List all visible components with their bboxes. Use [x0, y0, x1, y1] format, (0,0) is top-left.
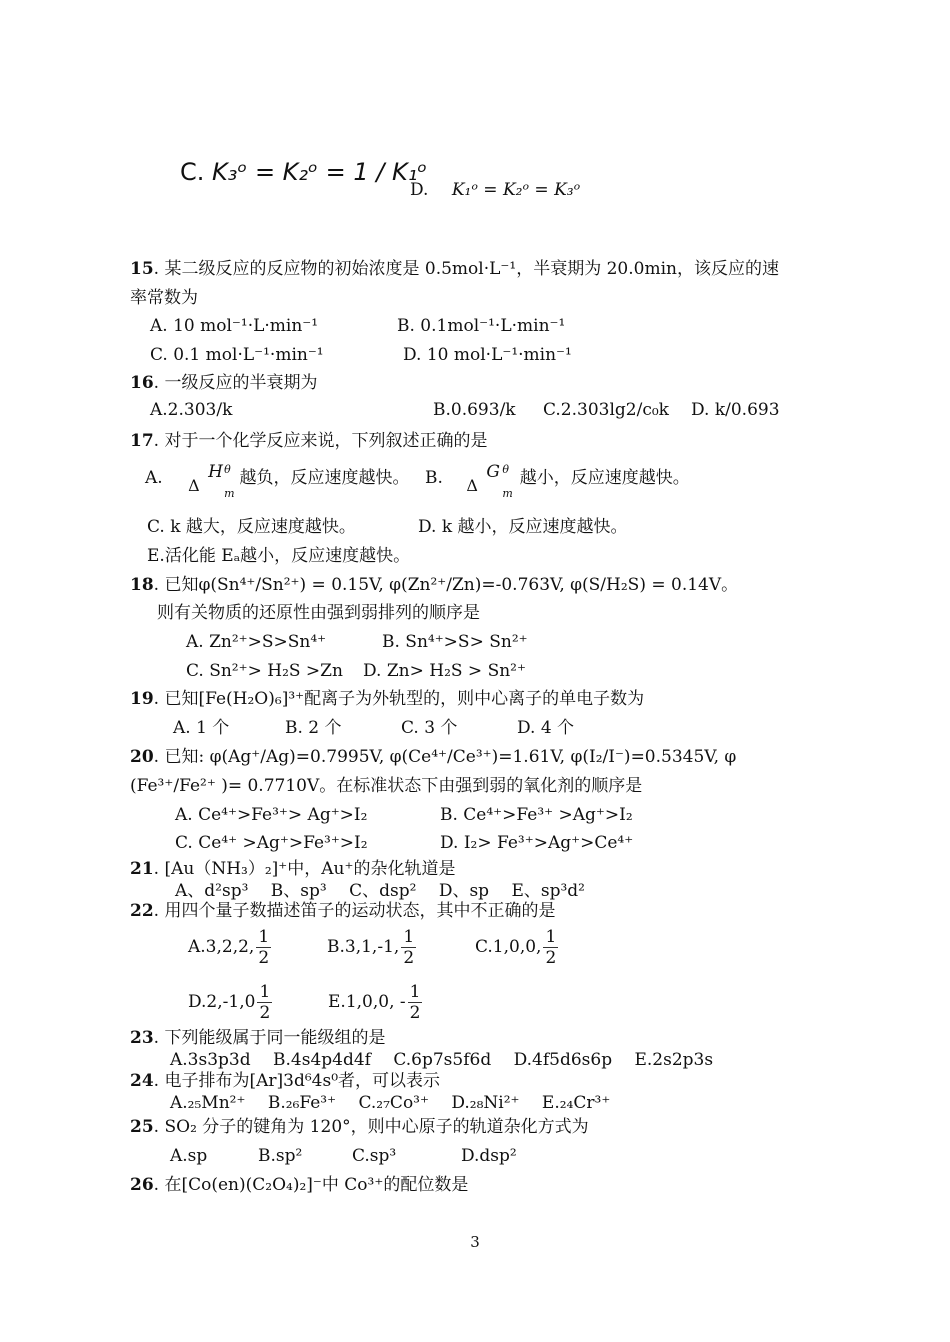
- q22-option-d: [188, 980, 274, 1024]
- q17-option-e: E.活化能 Eₐ越小，反应速度越快。: [147, 546, 411, 566]
- q20-option-d: D. I₂> Fe³⁺>Ag⁺>Ce⁴⁺: [440, 833, 634, 853]
- q24-options: A.₂₅Mn²⁺ B.₂₆Fe³⁺ C.₂₇Co³⁺ D.₂₈Ni²⁺ E.₂₄Cr³⁺: [170, 1093, 611, 1113]
- q16-number: 16: [130, 373, 154, 393]
- q17-option-a: [145, 461, 410, 500]
- delta-g-symbol: Δ G θ m: [466, 462, 513, 500]
- q18-option-d: D. Zn> H₂S > Sn²⁺: [363, 661, 526, 681]
- fraction-half: $\frac{1}{2}$: [409, 982, 421, 1023]
- q24-text: . 电子排布为[Ar]3d⁶4s⁰者，可以表示: [153, 1071, 441, 1091]
- q26-stem: [130, 1174, 468, 1196]
- q15-number: 15: [130, 259, 154, 279]
- q25-option-d: D.dsp²: [461, 1146, 517, 1166]
- fraction-half: $\frac{1}{2}$: [259, 982, 271, 1023]
- q17-option-b-text: 越小，反应速度越快。: [519, 468, 690, 488]
- q19-option-a: A. 1 个: [173, 718, 230, 738]
- q25-text: . SO₂ 分子的键角为 120°，则中心原子的轨道杂化方式为: [153, 1117, 589, 1137]
- q20-option-b: B. Ce⁴⁺>Fe³⁺ >Ag⁺>I₂: [440, 805, 633, 825]
- page-number: 3: [470, 1233, 480, 1251]
- q17-option-a-label: A.: [145, 468, 163, 488]
- q18-option-b: B. Sn⁴⁺>S> Sn²⁺: [382, 632, 528, 652]
- q17-stem: [130, 430, 487, 452]
- q19-stem: [130, 688, 644, 710]
- q24-number: 24: [130, 1071, 154, 1091]
- q23-number: 23: [130, 1028, 154, 1048]
- q22-option-b-text: B.3,1,-1,: [327, 937, 400, 957]
- q14-option-c: [180, 158, 427, 186]
- q14-option-c-equation: K₃ᵒ = K₂ᵒ = 1 / K₁ᵒ: [212, 158, 428, 186]
- delta-h-symbol: Δ H θ m: [188, 462, 235, 500]
- q20-stem: [130, 746, 736, 768]
- q25-option-b: B.sp²: [258, 1146, 303, 1166]
- q26-text: . 在[Co(en)(C₂O₄)₂]⁻中 Co³⁺的配位数是: [153, 1175, 469, 1195]
- q17-option-a-text: 越负，反应速度越快。: [239, 468, 410, 488]
- q19-text: . 已知[Fe(H₂O)₆]³⁺配离子为外轨型的，则中心离子的单电子数为: [153, 689, 645, 709]
- q14-option-d: [410, 180, 580, 200]
- q18-option-a: A. Zn²⁺>S>Sn⁴⁺: [186, 632, 327, 652]
- q22-option-e-text: E.1,0,0, -: [328, 992, 406, 1012]
- q22-option-a-text: A.3,2,2,: [188, 937, 255, 957]
- q22-option-a: [188, 925, 273, 969]
- q21-stem: [130, 858, 455, 880]
- q14-option-c-label: C.: [180, 158, 205, 186]
- q15-option-a: A. 10 mol⁻¹·L·min⁻¹: [150, 316, 319, 336]
- q17-number: 17: [130, 431, 154, 451]
- q18-stem-2: 则有关物质的还原性由强到弱排列的顺序是: [157, 603, 480, 623]
- q16-text: . 一级反应的半衰期为: [153, 373, 318, 393]
- q17-option-b-label: B.: [425, 468, 443, 488]
- q20-number: 20: [130, 747, 154, 767]
- q16-stem: [130, 372, 317, 394]
- q22-stem: [130, 900, 555, 922]
- q25-option-c: C.sp³: [352, 1146, 397, 1166]
- q17-option-b: [425, 461, 690, 500]
- q15-option-d: D. 10 mol·L⁻¹·min⁻¹: [403, 345, 572, 365]
- q18-number: 18: [130, 575, 154, 595]
- q20-text: . 已知: φ(Ag⁺/Ag)=0.7995V, φ(Ce⁴⁺/Ce³⁺)=1.61V, φ(I₂/I⁻)=0.5345V, φ: [153, 747, 737, 767]
- q16-option-d: D. k/0.693: [691, 400, 780, 420]
- q22-text: . 用四个量子数描述笛子的运动状态，其中不正确的是: [153, 901, 556, 921]
- q20-option-a: A. Ce⁴⁺>Fe³⁺> Ag⁺>I₂: [175, 805, 368, 825]
- q21-text: . [Au（NH₃）₂]⁺中，Au⁺的杂化轨道是: [153, 859, 456, 879]
- q21-options: A、d²sp³ B、sp³ C、dsp² D、sp E、sp³d²: [175, 881, 585, 901]
- q22-option-c: [475, 925, 560, 969]
- q19-number: 19: [130, 689, 154, 709]
- q20-option-c: C. Ce⁴⁺ >Ag⁺>Fe³⁺>I₂: [175, 833, 368, 853]
- q16-option-c: C.2.303lg2/c₀k: [543, 400, 669, 420]
- q18-text: . 已知φ(Sn⁴⁺/Sn²⁺) = 0.15V, φ(Zn²⁺/Zn)=-0.763V, φ(S/H₂S) = 0.14V。: [153, 575, 739, 595]
- fraction-half: $\frac{1}{2}$: [403, 927, 415, 968]
- fraction-half: $\frac{1}{2}$: [545, 927, 557, 968]
- q21-number: 21: [130, 859, 154, 879]
- q18-option-c: C. Sn²⁺> H₂S >Zn: [186, 661, 343, 681]
- q15-option-c: C. 0.1 mol·L⁻¹·min⁻¹: [150, 345, 324, 365]
- q17-text: . 对于一个化学反应来说，下列叙述正确的是: [153, 431, 488, 451]
- q23-options: A.3s3p3d B.4s4p4d4f C.6p7s5f6d D.4f5d6s6p E.2s2p3s: [170, 1050, 714, 1070]
- q16-option-b: B.0.693/k: [433, 400, 516, 420]
- q24-stem: [130, 1070, 440, 1092]
- q25-option-a: A.sp: [170, 1146, 208, 1166]
- q17-option-c: C. k 越大，反应速度越快。: [147, 517, 356, 537]
- q22-option-c-text: C.1,0,0,: [475, 937, 542, 957]
- fraction-half: $\frac{1}{2}$: [258, 927, 270, 968]
- q23-stem: [130, 1027, 385, 1049]
- q19-option-d: D. 4 个: [517, 718, 575, 738]
- q14-option-d-equation: K₁ᵒ = K₂ᵒ = K₃ᵒ: [451, 180, 581, 200]
- q25-stem: [130, 1116, 589, 1138]
- q18-stem: [130, 574, 738, 596]
- q15-text: . 某二级反应的反应物的初始浓度是 0.5mol·L⁻¹，半衰期为 20.0min，该反应的速: [153, 259, 779, 279]
- q15-stem-2: 率常数为: [130, 288, 198, 308]
- q19-option-c: C. 3 个: [401, 718, 458, 738]
- q14-option-d-label: D.: [410, 180, 429, 200]
- q22-option-e: [328, 980, 424, 1024]
- q26-number: 26: [130, 1175, 154, 1195]
- q23-text: . 下列能级属于同一能级组的是: [153, 1028, 386, 1048]
- q22-option-d-text: D.2,-1,0: [188, 992, 256, 1012]
- q25-number: 25: [130, 1117, 154, 1137]
- q15-stem: [130, 258, 779, 280]
- q22-option-b: [327, 925, 418, 969]
- q20-stem-2: (Fe³⁺/Fe²⁺ )= 0.7710V。在标准状态下由强到弱的氧化剂的顺序是: [130, 776, 643, 796]
- q16-option-a: A.2.303/k: [150, 400, 233, 420]
- q19-option-b: B. 2 个: [285, 718, 342, 738]
- q17-option-d: D. k 越小，反应速度越快。: [418, 517, 628, 537]
- q22-number: 22: [130, 901, 154, 921]
- q15-option-b: B. 0.1mol⁻¹·L·min⁻¹: [397, 316, 566, 336]
